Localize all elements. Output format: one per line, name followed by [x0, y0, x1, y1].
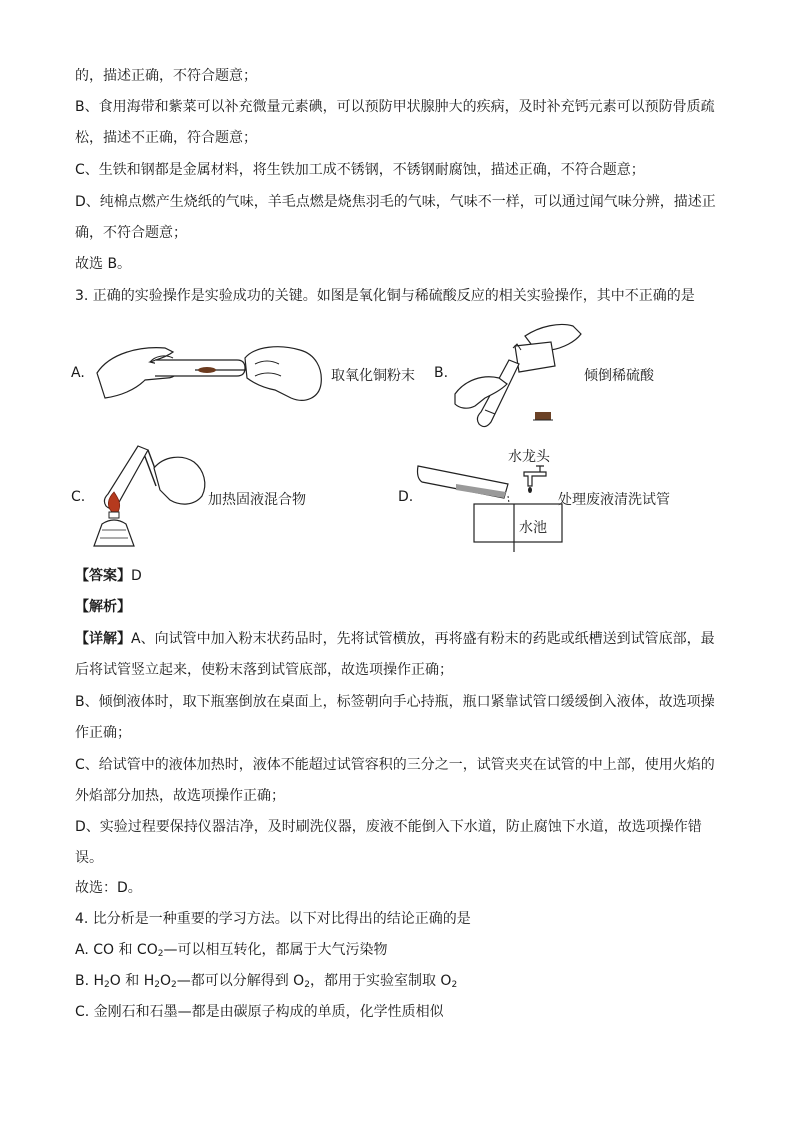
option-a-text: 取氧化铜粉末	[331, 368, 415, 384]
detail-text: D、实验过程要保持仪器洁净，及时刷洗仪器，废液不能倒入下水道，防止腐蚀下水道，故选项操作错	[75, 819, 702, 835]
answer-line	[75, 566, 725, 586]
detail-text: B、倾倒液体时，取下瓶塞倒放在桌面上，标签朝向手心持瓶，瓶口紧靠试管口缓缓倒入液体，故选项操	[75, 694, 715, 710]
text-line: 的，描述正确，不符合题意；	[75, 68, 257, 84]
option-a-letter: A.	[71, 365, 85, 381]
heat-test-tube-figure	[90, 446, 208, 550]
text-line: 故选 B。	[75, 256, 132, 272]
spoon-into-test-tube-figure	[95, 338, 325, 408]
text-line: D、纯棉点燃产生烧纸的气味，羊毛点燃是烧焦羽毛的气味，气味不一样，可以通过闻气味分辨，描述正	[75, 194, 716, 210]
detail-text: 后将试管竖立起来，使粉末落到试管底部，故选项操作正确；	[75, 662, 453, 678]
detail-text: A、向试管中加入粉末状药品时，先将试管横放，再将盛有粉末的药匙或纸槽送到试管底部，最	[131, 631, 715, 647]
question-3-stem: 3. 正确的实验操作是实验成功的关键。如图是氧化铜与稀硫酸反应的相关实验操作，其中不正确的是	[75, 288, 695, 304]
text-line: C、生铁和钢都是金属材料，将生铁加工成不锈钢，不锈钢耐腐蚀，描述正确，不符合题意；	[75, 162, 645, 178]
option-c-text: 加热固液混合物	[208, 492, 306, 508]
text-line: 确，不符合题意；	[75, 225, 187, 241]
answer-value: D	[131, 568, 142, 584]
detail-text: 外焰部分加热，故选项操作正确；	[75, 788, 285, 804]
text-line: B、食用海带和紫菜可以补充微量元素碘，可以预防甲状腺肿大的疾病，及时补充钙元素可以预防骨质疏	[75, 99, 715, 115]
detail-line	[75, 629, 725, 649]
option-d-letter: D.	[398, 489, 414, 505]
sink-label: 水池	[519, 520, 547, 536]
question-4-option-a: A. CO 和 $CO_2—$可以相互转化，都属于大气污染物	[75, 942, 388, 959]
faucet-label: 水龙头	[508, 449, 550, 465]
detail-text: C、给试管中的液体加热时，液体不能超过试管容积的三分之一，试管夹夹在试管的中上部，使用火焰的	[75, 757, 715, 773]
question-4-stem: 4. 比分析是一种重要的学习方法。以下对比得出的结论正确的是	[75, 911, 471, 927]
detail-text: 误。	[75, 850, 103, 866]
pour-acid-figure	[455, 318, 585, 430]
answer-tag: 【答案】	[75, 568, 131, 584]
option-d-text: 处理废液清洗试管	[558, 492, 670, 508]
choose-line: 故选：D。	[75, 880, 142, 896]
analysis-tag: 【解析】	[75, 599, 131, 615]
text-line: 松，描述不正确，符合题意；	[75, 130, 257, 146]
option-c-letter: C.	[71, 489, 86, 505]
option-b-text: 倾倒稀硫酸	[584, 368, 654, 384]
question-4-option-c: C. 金刚石和石墨—都是由碳原子构成的单质，化学性质相似	[75, 1004, 444, 1020]
detail-text: 作正确；	[75, 725, 131, 741]
question-4-option-b: B. $H_2O$ 和 $H_2O_2—$都可以分解得到 $O_2$，都用于实验室制取 $O_2$	[75, 973, 458, 990]
detail-tag: 【详解】	[75, 631, 131, 647]
option-b-letter: B.	[434, 365, 449, 381]
